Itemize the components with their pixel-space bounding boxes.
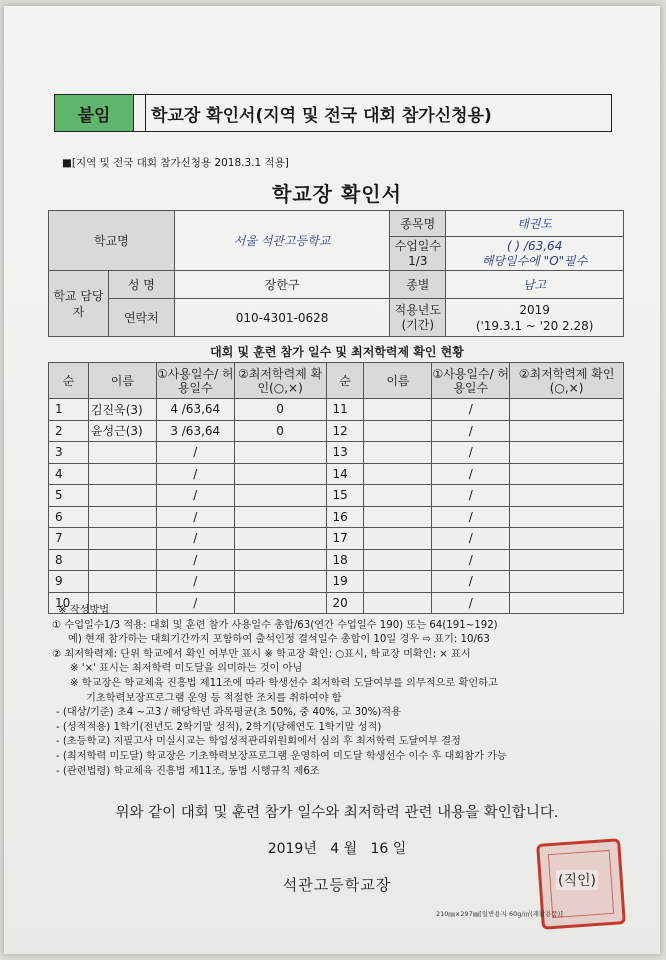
row-days: / [156, 528, 234, 550]
row-days: / [156, 506, 234, 528]
row-no: 18 [326, 549, 364, 571]
row-name [364, 506, 432, 528]
note-1a: ① 수업일수1/3 적용: 대회 및 훈련 참가 사용일수 총합/63(연간 수업일수 190) 또는 64(191~192) [52, 619, 498, 631]
participants-header-row [49, 363, 624, 399]
row-no: 1 [49, 399, 89, 421]
row-min [234, 485, 326, 507]
date-month: 4 [330, 841, 340, 857]
row-days: / [432, 420, 510, 442]
table-row [49, 506, 624, 528]
row-days: / [156, 463, 234, 485]
application-note: ■[지역 및 전국 대회 참가신청용 2018.3.1 적용] [62, 157, 289, 169]
header-divider [135, 95, 146, 131]
header-box [54, 94, 612, 132]
col-name: 이름 [364, 363, 432, 399]
table-row [49, 571, 624, 593]
row-name [88, 485, 156, 507]
row-min: 0 [234, 399, 326, 421]
col-min: ②최저학력제 확인(○,×) [510, 363, 624, 399]
year-value: 2019 [519, 302, 550, 317]
row-name [364, 420, 432, 442]
school-name-label: 학교명 [49, 211, 175, 271]
row-name [364, 485, 432, 507]
manager-name-value: 장한구 [174, 271, 390, 299]
row-name [88, 442, 156, 464]
col-days: ①사용일수/ 허용일수 [432, 363, 510, 399]
name-label: 성 명 [108, 271, 174, 299]
row-name [364, 463, 432, 485]
row-min [234, 528, 326, 550]
principal-title: 석관고등학교장 [282, 876, 392, 894]
table-row [49, 399, 624, 421]
row-days: / [156, 442, 234, 464]
row-days: / [432, 549, 510, 571]
row-min [510, 506, 624, 528]
row-no: 14 [326, 463, 364, 485]
contact-label: 연락처 [108, 299, 174, 337]
page-title: 학교장 확인서 [272, 182, 402, 206]
table-row [49, 549, 624, 571]
detail-4: - (최저학력 미도달) 학교장은 기초학력보장프로그램 운영하여 미도달 학생선수 이수 후 대회참가 가능 [56, 750, 507, 762]
instructions-heading: ※ 작성방법 [58, 605, 110, 616]
row-days: / [432, 571, 510, 593]
table-row [49, 442, 624, 464]
row-name [364, 571, 432, 593]
row-days: / [432, 399, 510, 421]
row-name [88, 571, 156, 593]
note-2: ② 최저학력제: 단위 학교에서 확인 여부만 표시 ※ 학교장 확인: ○표시, 학교장 미확인: × 표시 [52, 648, 471, 660]
date-day: 16 [370, 841, 389, 857]
row-no: 6 [49, 506, 89, 528]
row-no: 13 [326, 442, 364, 464]
class-days-note: 해당일수에 "O"필수 [481, 253, 588, 268]
row-no: 10 [49, 592, 89, 614]
row-name [88, 463, 156, 485]
table-row [49, 420, 624, 442]
row-min [510, 549, 624, 571]
col-no: 순 [49, 363, 89, 399]
detail-2: - (성적적용) 1학기(전년도 2학기말 성적), 2학기(당해연도 1학기말 성적) [56, 721, 382, 733]
row-no: 3 [49, 442, 89, 464]
year-label: 적용년도 (기간) [390, 299, 446, 337]
row-days: / [156, 592, 234, 614]
table-row [49, 463, 624, 485]
detail-3: - (초등학교) 지필고사 미실시교는 학업성적관리위원회에서 심의 후 최저학력 도달여부 결정 [56, 736, 461, 748]
row-no: 20 [326, 592, 364, 614]
row-name [364, 399, 432, 421]
row-name [364, 549, 432, 571]
row-no: 8 [49, 549, 89, 571]
row-days: / [156, 549, 234, 571]
col-days: ①사용일수/ 허용일수 [156, 363, 234, 399]
row-min: 0 [234, 420, 326, 442]
col-name: 이름 [88, 363, 156, 399]
row-days: / [432, 442, 510, 464]
date-month-unit: 월 [343, 841, 358, 857]
row-name [364, 442, 432, 464]
row-min [510, 463, 624, 485]
row-no: 16 [326, 506, 364, 528]
row-days: / [432, 592, 510, 614]
note-3: ※ '×' 표시는 최저학력 미도달을 의미하는 것이 아님 [70, 663, 303, 675]
row-name: 윤성근(3) [88, 420, 156, 442]
row-no: 9 [49, 571, 89, 593]
row-min [510, 442, 624, 464]
row-min [510, 399, 624, 421]
class-days-cell [446, 237, 624, 271]
date-day-unit: 일 [392, 841, 407, 857]
col-min: ②최저학력제 확인(○,×) [234, 363, 326, 399]
row-name: 김진욱(3) [88, 399, 156, 421]
class-days-value: ( ) /63,64 [506, 238, 563, 253]
row-min [234, 463, 326, 485]
row-min [510, 485, 624, 507]
row-days: / [156, 571, 234, 593]
row-name [364, 528, 432, 550]
table-row [49, 485, 624, 507]
row-days: 4 /63,64 [156, 399, 234, 421]
row-no: 2 [49, 420, 89, 442]
gender-label: 종별 [390, 271, 446, 299]
manager-label: 학교 담당자 [49, 271, 109, 337]
note-4a: ※ 학교장은 학교체육 진흥법 제11조에 따라 학생선수 최저학력 도달여부를 의무적으로 확인하고 [70, 677, 498, 689]
row-name [88, 549, 156, 571]
date-year: 2019년 [267, 841, 317, 857]
row-days: / [432, 485, 510, 507]
row-days: / [156, 485, 234, 507]
event-label: 종목명 [390, 211, 446, 237]
row-no: 4 [49, 463, 89, 485]
paper-spec-footer: 210㎜×297㎜[일반용지 60g/㎡(재활용품)] [436, 910, 563, 918]
row-days: / [432, 463, 510, 485]
row-min [234, 442, 326, 464]
row-min [510, 528, 624, 550]
seal-label: (직인) [556, 870, 598, 890]
note-1b: 예) 현재 참가하는 대회기간까지 포함하여 출석인정 결석일수 총합이 10일 경우 ⇨ 표기: 10/63 [68, 634, 490, 646]
info-table [48, 210, 624, 337]
detail-1: - (대상/기준) 초4 ~고3 / 해당학년 과목평균(초 50%, 중 40%, 고 30%)적용 [56, 707, 401, 719]
row-days: / [432, 506, 510, 528]
row-no: 19 [326, 571, 364, 593]
header-title: 학교장 확인서(지역 및 전국 대회 참가신청용) [151, 105, 492, 126]
confirmation-statement: 위와 같이 대회 및 훈련 참가 일수와 최저학력 관련 내용을 확인합니다. [115, 805, 559, 821]
period-value: ('19.3.1 ~ '20 2.28) [475, 318, 594, 333]
row-no: 11 [326, 399, 364, 421]
row-no: 15 [326, 485, 364, 507]
instructions [52, 604, 622, 779]
row-min [234, 571, 326, 593]
attachment-badge: 붙임 [55, 95, 134, 131]
col-no: 순 [326, 363, 364, 399]
contact-value: 010-4301-0628 [174, 299, 390, 337]
row-min [510, 420, 624, 442]
gender-value: 남고 [446, 271, 624, 299]
section-title: 대회 및 훈련 참가 일수 및 최저학력제 확인 현황 [210, 345, 464, 359]
row-days: 3 /63,64 [156, 420, 234, 442]
participants-table [48, 362, 624, 614]
class-days-label: 수업일수 1/3 [390, 237, 446, 271]
row-min [234, 506, 326, 528]
row-no: 5 [49, 485, 89, 507]
row-name [88, 506, 156, 528]
row-no: 12 [326, 420, 364, 442]
school-name-value: 서울 석관고등학교 [174, 211, 390, 271]
row-no: 7 [49, 528, 89, 550]
note-4b: 기초학력보장프로그램 운영 등 적절한 조치를 취하여야 함 [86, 692, 342, 704]
row-min [234, 549, 326, 571]
detail-5: - (관련법령) 학교체육 진흥법 제11조, 동법 시행규칙 제6조 [56, 765, 320, 777]
row-name [88, 528, 156, 550]
event-value: 태권도 [446, 211, 624, 237]
document-page [4, 6, 660, 954]
row-no: 17 [326, 528, 364, 550]
table-row [49, 528, 624, 550]
row-min [510, 571, 624, 593]
year-cell [446, 299, 624, 337]
row-days: / [432, 528, 510, 550]
